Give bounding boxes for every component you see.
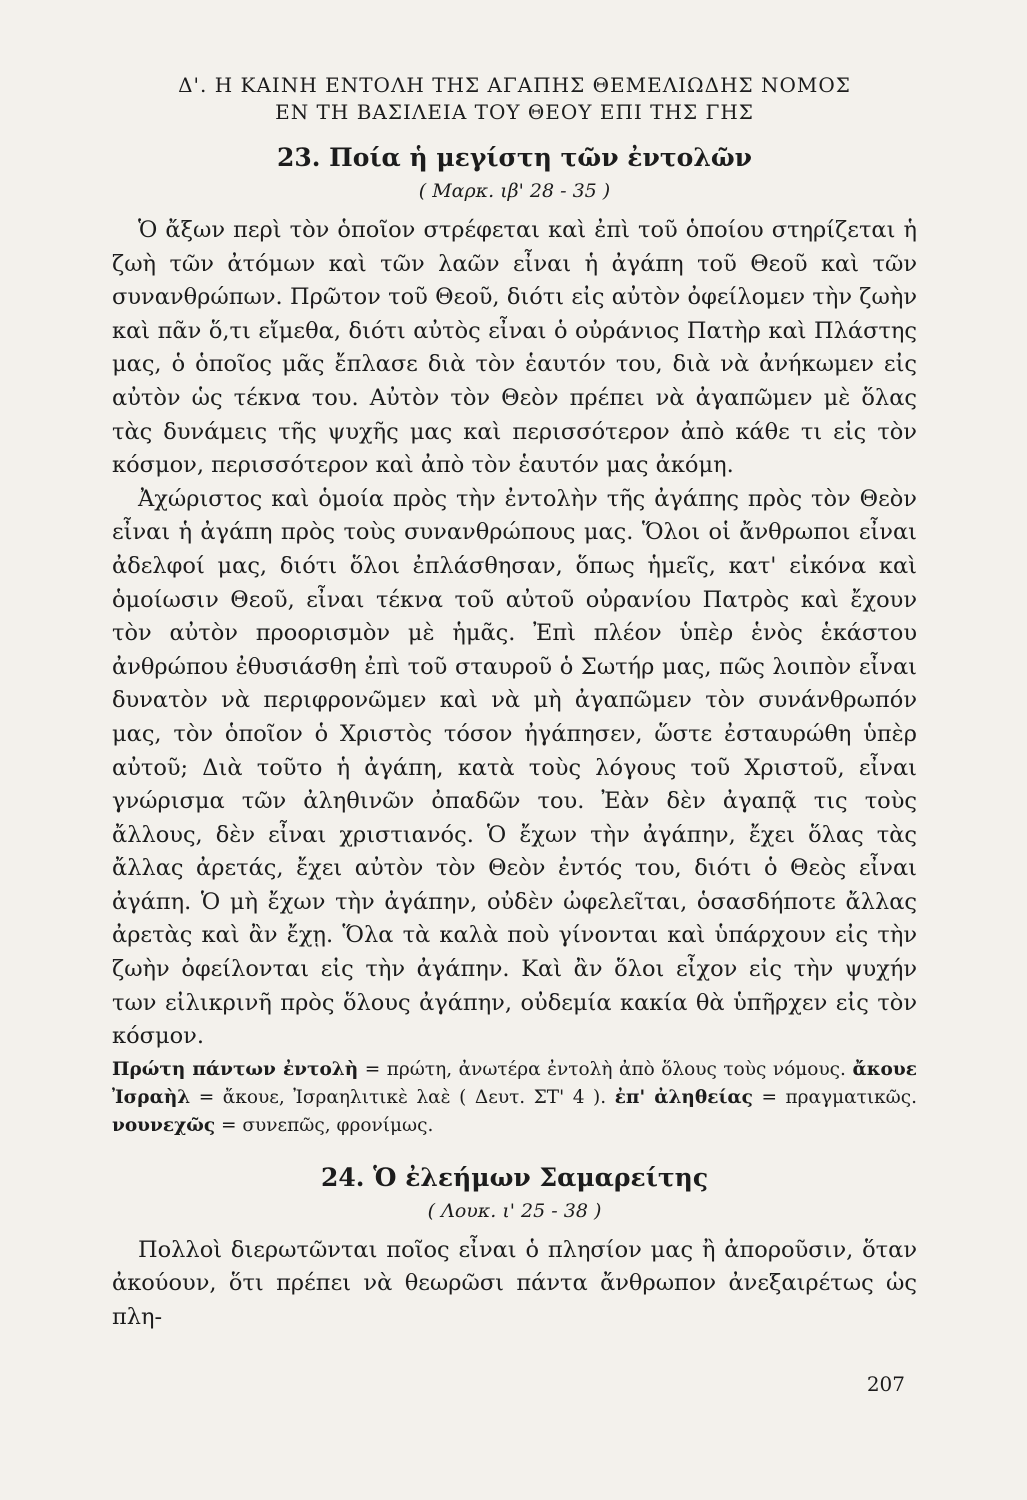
section-24-reference: ( Λουκ. ι' 25 - 38 ): [427, 1199, 602, 1222]
glossary-definition: = πραγματικῶς.: [761, 1086, 917, 1108]
chapter-heading-line-1: Δ'. Η ΚΑΙΝΗ ΕΝΤΟΛΗ ΤΗΣ ΑΓΑΠΗΣ ΘΕΜΕΛΙΩΔΗΣ ΝΟΜΟΣ: [178, 73, 851, 97]
glossary-term: ἄκουε Ἰσραὴλ: [112, 1058, 917, 1108]
page-number: 207: [866, 1372, 905, 1396]
glossary-definition: = συνεπῶς, φρονίμως.: [221, 1114, 434, 1136]
section-24: [112, 1162, 917, 1335]
glossary-term: νουνεχῶς: [112, 1114, 216, 1136]
glossary-definition: = ἄκουε, Ἰσραηλιτικὲ λαὲ ( Δευτ. ΣΤ' 4 ).: [198, 1086, 607, 1108]
section-23-paragraph-1: Ὁ ἄξων περὶ τὸν ὁποῖον στρέφεται καὶ ἐπὶ τοῦ ὁποίου στηρίζεται ἡ ζωὴ τῶν ἀτόμων καὶ τῶν λαῶν εἶναι ἡ ἀγάπη τοῦ Θεοῦ καὶ τῶν συνανθρώπων. Πρῶτον τοῦ Θεοῦ, διότι εἰς αὐτὸν ὀφείλομεν τὴν ζωὴν καὶ πᾶν ὅ,τι εἴμεθα, διότι αὐτὸς εἶναι ὁ οὐράνιος Πατὴρ καὶ Πλάστης μας, ὁ ὁποῖος μᾶς ἔπλασε διὰ τὸν ἑαυτόν του, διὰ νὰ ἀνήκωμεν εἰς αὐτὸν ὡς τέκνα του. Αὐτὸν τὸν Θεὸν πρέπει νὰ ἀγαπῶμεν μὲ ὅλας τὰς δυνάμεις τῆς ψυχῆς μας καὶ περισσότερον ἀπὸ κάθε τι εἰς τὸν κόσμον, περισσότερον καὶ ἀπὸ τὸν ἑαυτόν μας ἀκόμη.: [112, 217, 917, 479]
section-24-paragraph-1: Πολλοὶ διερωτῶνται ποῖος εἶναι ὁ πλησίον μας ἢ ἀποροῦσιν, ὅταν ἀκούουν, ὅτι πρέπει νὰ θεωρῶσι πάντα ἄνθρωπον ἀνεξαιρέτως ὡς πλη-: [112, 1236, 917, 1331]
chapter-heading-line-2: ΕΝ ΤΗ ΒΑΣΙΛΕΙΑ ΤΟΥ ΘΕΟΥ ΕΠΙ ΤΗΣ ΓΗΣ: [275, 100, 754, 124]
section-23-reference: ( Μαρκ. ιβ' 28 - 35 ): [418, 180, 611, 202]
section-23: [112, 142, 917, 1140]
section-23-title: 23. Ποία ἡ μεγίστη τῶν ἐντολῶν: [276, 143, 753, 172]
glossary-definition: = πρώτη, ἀνωτέρα ἐντολὴ ἀπὸ ὅλους τοὺς νόμους.: [364, 1058, 846, 1080]
section-23-glossary: [112, 1056, 917, 1140]
section-23-paragraph-2: Ἀχώριστος καὶ ὁμοία πρὸς τὴν ἐντολὴν τῆς ἀγάπης πρὸς τὸν Θεὸν εἶναι ἡ ἀγάπη πρὸς τοὺς συνανθρώπους μας. Ὅλοι οἱ ἄνθρωποι εἶναι ἀδελφοί μας, διότι ὅλοι ἐπλάσθησαν, ὅπως ἡμεῖς, κατ' εἰκόνα καὶ ὁμοίωσιν Θεοῦ, εἶναι τέκνα τοῦ αὐτοῦ οὐρανίου Πατρὸς καὶ ἔχουν τὸν αὐτὸν προορισμὸν μὲ ἡμᾶς. Ἐπὶ πλέον ὑπὲρ ἑνὸς ἑκάστου ἀνθρώπου ἐθυσιάσθη ἐπὶ τοῦ σταυροῦ ὁ Σωτήρ μας, πῶς λοιπὸν εἶναι δυνατὸν νὰ περιφρονῶμεν καὶ νὰ μὴ ἀγαπῶμεν τὸν συνάνθρωπόν μας, τὸν ὁποῖον ὁ Χριστὸς τόσον ἠγάπησεν, ὥστε ἐσταυρώθη ὑπὲρ αὐτοῦ; Διὰ τοῦτο ἡ ἀγάπη, κατὰ τοὺς λόγους τοῦ Χριστοῦ, εἶναι γνώρισμα τῶν ἀληθινῶν ὀπαδῶν του. Ἐὰν δὲν ἀγαπᾷ τις τοὺς ἄλλους, δὲν εἶναι χριστιανός. Ὁ ἔχων τὴν ἀγάπην, ἔχει ὅλας τὰς ἄλλας ἀρετάς, ἔχει αὐτὸν τὸν Θεὸν ἐντός του, διότι ὁ Θεὸς εἶναι ἀγάπη. Ὁ μὴ ἔχων τὴν ἀγάπην, οὐδὲν ὠφελεῖται, ὁσασδήποτε ἄλλας ἀρετὰς καὶ ἂν ἔχῃ. Ὅλα τὰ καλὰ ποὺ γίνονται καὶ ὑπάρχουν εἰς τὴν ζωὴν ὀφείλονται εἰς τὴν ἀγάπην. Καὶ ἂν ὅλοι εἶχον εἰς τὴν ψυχήν των εἰλικρινῆ πρὸς ὅλους ἀγάπην, οὐδεμία κακία θὰ ὑπῆρχεν εἰς τὸν κόσμον.: [112, 485, 917, 1050]
glossary-term: Πρώτη πάντων ἐντολὴ: [112, 1058, 359, 1080]
chapter-heading: [112, 72, 917, 126]
glossary-term: ἐπ' ἀληθείας: [614, 1086, 753, 1108]
section-24-title: 24. Ὁ ἐλεήμων Σαμαρείτης: [320, 1162, 709, 1192]
